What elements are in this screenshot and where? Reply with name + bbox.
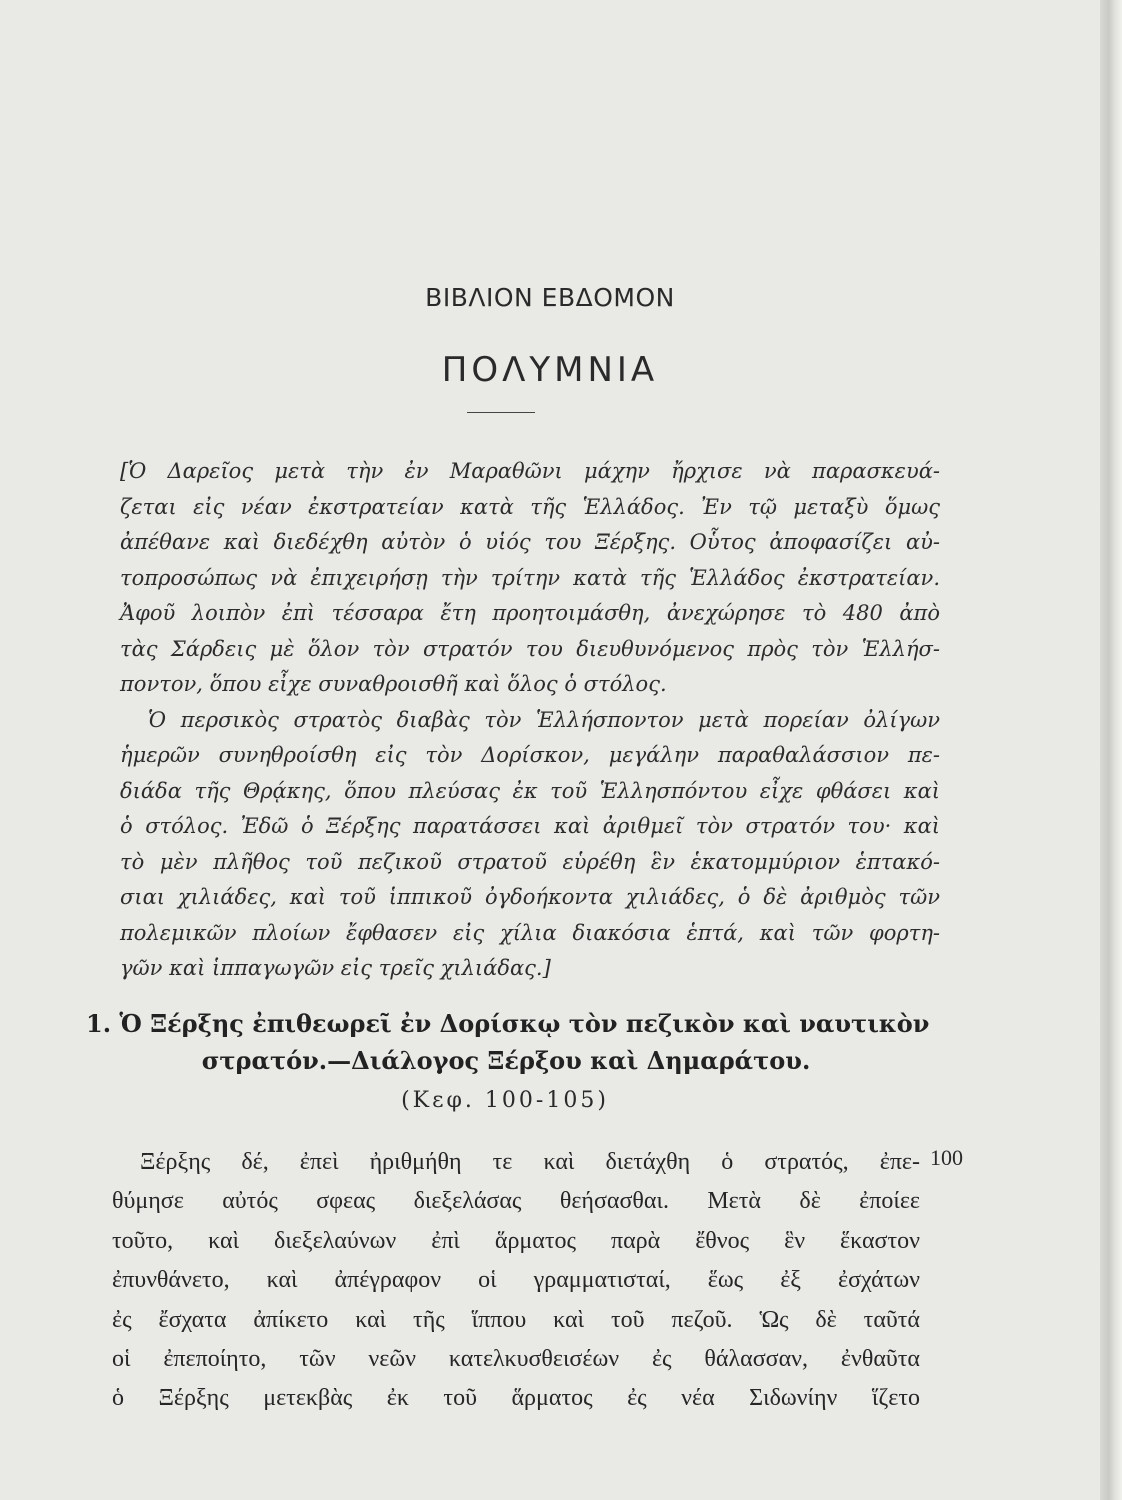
text-line: ἐπυνθάνετο, καὶ ἀπέγραφον οἱ γραμματισταί, ἕως ἐξ ἐσχάτων: [112, 1267, 920, 1294]
summary-line: τοπροσώπως νὰ ἐπιχειρήσῃ τὴν τρίτην κατὰ τῆς Ἑλλάδος ἐκστρατείαν.: [120, 565, 940, 590]
section-heading-line-2: στρατόν.—Διάλογος Ξέρξου καὶ Δημαράτου.: [201, 1046, 811, 1075]
text-line: ἐς ἔσχατα ἀπίκετο καὶ τῆς ἵππου καὶ τοῦ πεζοῦ. Ὡς δὲ ταῦτά: [112, 1306, 920, 1333]
summary-line: ὁ στόλος. Ἐδῶ ὁ Ξέρξης παρατάσσει καὶ ἀριθμεῖ τὸν στρατόν του· καὶ: [120, 814, 940, 838]
summary-line: γῶν καὶ ἱππαγωγῶν εἰς τρεῖς χιλιάδας.]: [120, 956, 551, 980]
summary-line: τὰς Σάρδεις μὲ ὅλον τὸν στρατόν του διευθυνόμενος πρὸς τὸν Ἑλλήσ-: [120, 636, 940, 661]
summary-line: διάδα τῆς Θρᾴκης, ὅπου πλεύσας ἐκ τοῦ Ἑλλησπόντου εἶχε φθάσει καὶ: [120, 778, 940, 803]
summary-line: πολεμικῶν πλοίων ἔφθασεν εἰς χίλια διακόσια ἑπτά, καὶ τῶν φορτη-: [120, 920, 940, 945]
text-line: ὁ Ξέρξης μετεκβὰς ἐκ τοῦ ἅρματος ἐς νέα Σιδωνίην ἵζετο: [112, 1385, 920, 1412]
book-title: ΠΟΛΥΜΝΙΑ: [441, 350, 659, 390]
summary-paragraph: [120, 454, 940, 987]
summary-line: σιαι χιλιάδες, καὶ τοῦ ἱππικοῦ ὀγδοήκοντα χιλιάδες, ὁ δὲ ἀριθμὸς τῶν: [120, 885, 940, 909]
text-line: τοῦτο, καὶ διεξελαύνων ἐπὶ ἅρματος παρὰ ἔθνος ἓν ἕκαστον: [112, 1227, 920, 1254]
greek-source-text: [112, 1143, 920, 1419]
summary-line: ἡμερῶν συνηθροίσθη εἰς τὸν Δορίσκον, μεγάλην παραθαλάσσιον πε-: [120, 743, 940, 767]
summary-line: ποντον, ὅπου εἶχε συναθροισθῆ καὶ ὅλος ὁ στόλος.: [120, 672, 667, 696]
chapter-range: (Κεφ. 100-105): [401, 1088, 609, 1113]
title-divider: [467, 412, 535, 413]
summary-line: Ἀφοῦ λοιπὸν ἐπὶ τέσσαρα ἔτη προητοιμάσθη, ἀνεχώρησε τὸ 480 ἀπὸ: [120, 601, 940, 625]
text-line: θύμησε αὐτός σφεας διεξελάσας θεήσασθαι. Μετὰ δὲ ἐποίεε: [112, 1188, 920, 1215]
margin-line-number: 100: [930, 1145, 963, 1170]
book-number-heading: ΒΙΒΛΙΟΝ ΕΒΔΟΜΟΝ: [425, 283, 675, 312]
summary-line: ζεται εἰς νέαν ἐκστρατείαν κατὰ τῆς Ἑλλάδος. Ἐν τῷ μεταξὺ ὅμως: [120, 494, 940, 519]
text-line: Ξέρξης δέ, ἐπεὶ ἠριθμήθη τε καὶ διετάχθη ὁ στρατός, ἐπε-: [140, 1149, 920, 1175]
summary-line: τὸ μὲν πλῆθος τοῦ πεζικοῦ στρατοῦ εὑρέθη ἓν ἑκατομμύριον ἑπτακό-: [120, 849, 940, 874]
text-line: οἱ ἐπεποίητο, τῶν νεῶν κατελκυσθεισέων ἐς θάλασσαν, ἐνθαῦτα: [112, 1345, 920, 1372]
page-edge: [1100, 0, 1122, 1500]
summary-line: ἀπέθανε καὶ διεδέχθη αὐτὸν ὁ υἱός του Ξέρξης. Οὗτος ἀποφασίζει αὐ-: [120, 530, 940, 554]
summary-line: [Ὁ Δαρεῖος μετὰ τὴν ἐν Μαραθῶνι μάχην ἤρχισε νὰ παρασκευά-: [120, 459, 940, 483]
summary-line: Ὁ περσικὸς στρατὸς διαβὰς τὸν Ἑλλήσποντον μετὰ πορείαν ὀλίγων: [148, 707, 940, 732]
section-heading-line-1: 1. Ὁ Ξέρξης ἐπιθεωρεῖ ἐν Δορίσκῳ τὸν πεζικὸν καὶ ναυτικὸν: [86, 1009, 930, 1038]
